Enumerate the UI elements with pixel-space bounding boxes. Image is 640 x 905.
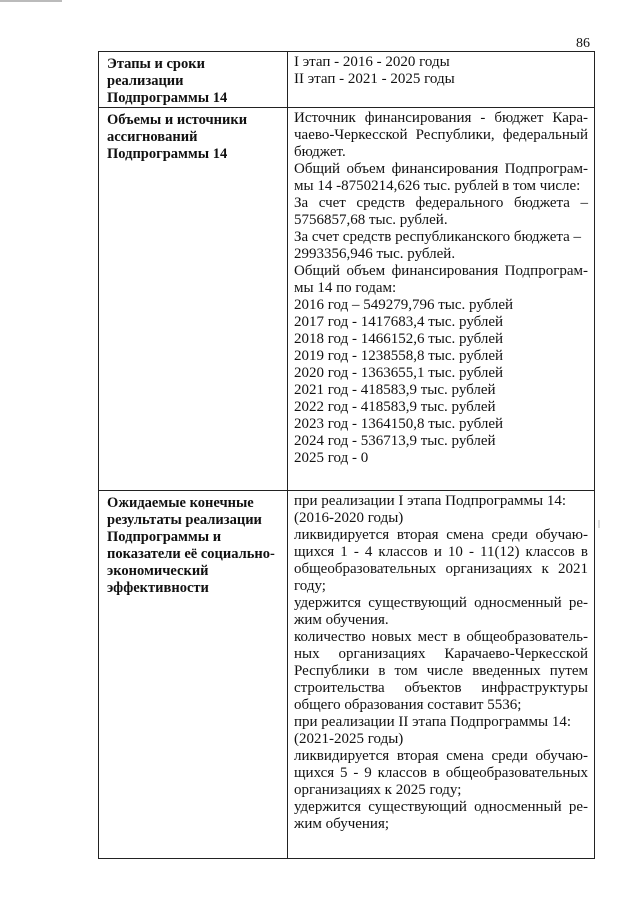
- table-row-results: [99, 491, 595, 859]
- scan-edge-mark: [0, 0, 62, 2]
- label-results: Ожидаемые конечные результаты реализации Подпрограммы и показатели её социально-экономический эффективности: [99, 491, 288, 859]
- value-line: ных организациях Карачаево-Черкесской: [294, 646, 588, 662]
- value-results: [288, 491, 595, 859]
- value-line: жим обучения;: [294, 816, 390, 832]
- value-line: удержится существующий односменный ре-: [294, 799, 588, 815]
- value-line: 2022 год - 418583,9 тыс. рублей: [294, 399, 496, 415]
- value-line: жим обучения.: [294, 612, 389, 628]
- value-line: мы 14 -8750214,626 тыс. рублей в том числе:: [294, 178, 581, 194]
- passport-table: [98, 51, 595, 859]
- value-line: За счет средств федерального бюджета –: [294, 195, 588, 211]
- value-line: бюджет.: [294, 144, 346, 160]
- value-line: I этап - 2016 - 2020 годы: [294, 54, 450, 70]
- value-line: 2018 год - 1466152,6 тыс. рублей: [294, 331, 504, 347]
- value-line: 2017 год - 1417683,4 тыс. рублей: [294, 314, 504, 330]
- value-line: общеобразовательных организациях к 2021: [294, 561, 588, 577]
- value-line: Общий объем финансирования Подпрограм-: [294, 263, 588, 279]
- value-line: организациях к 2025 году;: [294, 782, 462, 798]
- value-line: 2021 год - 418583,9 тыс. рублей: [294, 382, 496, 398]
- value-line: 2025 год - 0: [294, 450, 369, 466]
- value-line: 2020 год - 1363655,1 тыс. рублей: [294, 365, 504, 381]
- value-line: общего образования составит 5536;: [294, 697, 522, 713]
- value-funding: [288, 108, 595, 491]
- value-terms: [288, 52, 595, 108]
- value-line: году;: [294, 578, 326, 594]
- value-line: ликвидируется вторая смена среди обучаю-: [294, 748, 588, 764]
- table-row-funding: [99, 108, 595, 491]
- value-line: мы 14 по годам:: [294, 280, 397, 296]
- value-line: ликвидируется вторая смена среди обучаю-: [294, 527, 588, 543]
- value-line: Источник финансирования - бюджет Кара-: [294, 110, 588, 126]
- value-line: щихся 1 - 4 классов и 10 - 11(12) классов в: [294, 544, 588, 560]
- value-line: чаево-Черкесской Республики, федеральный: [294, 127, 588, 143]
- label-terms: Этапы и сроки реализации Подпрограммы 14: [99, 52, 288, 108]
- value-line: количество новых мест в общеобразователь-: [294, 629, 588, 645]
- value-line: 2024 год - 536713,9 тыс. рублей: [294, 433, 496, 449]
- value-line: при реализации I этапа Подпрограммы 14:: [294, 493, 567, 509]
- value-line: удержится существующий односменный ре-: [294, 595, 588, 611]
- value-line: II этап - 2021 - 2025 годы: [294, 71, 455, 87]
- value-line: За счет средств республиканского бюджета –: [294, 229, 582, 245]
- value-line: 2019 год - 1238558,8 тыс. рублей: [294, 348, 504, 364]
- value-line: (2016-2020 годы): [294, 510, 404, 526]
- value-line: (2021-2025 годы): [294, 731, 404, 747]
- scan-speck: [598, 520, 600, 528]
- value-line: при реализации II этапа Подпрограммы 14:: [294, 714, 572, 730]
- value-line: Республики в том числе введенных путем: [294, 663, 588, 679]
- label-funding: Объемы и источники ассигнований Подпрограммы 14: [99, 108, 288, 491]
- value-line: 2016 год – 549279,796 тыс. рублей: [294, 297, 514, 313]
- page-number: 86: [576, 36, 590, 51]
- value-line: щихся 5 - 9 классов в общеобразовательных: [294, 765, 588, 781]
- value-line: 2023 год - 1364150,8 тыс. рублей: [294, 416, 504, 432]
- value-line: 2993356,946 тыс. рублей.: [294, 246, 456, 262]
- table-row-terms: [99, 52, 595, 108]
- value-line: 5756857,68 тыс. рублей.: [294, 212, 448, 228]
- value-line: строительства объектов инфраструктуры: [294, 680, 588, 696]
- value-line: Общий объем финансирования Подпрограм-: [294, 161, 588, 177]
